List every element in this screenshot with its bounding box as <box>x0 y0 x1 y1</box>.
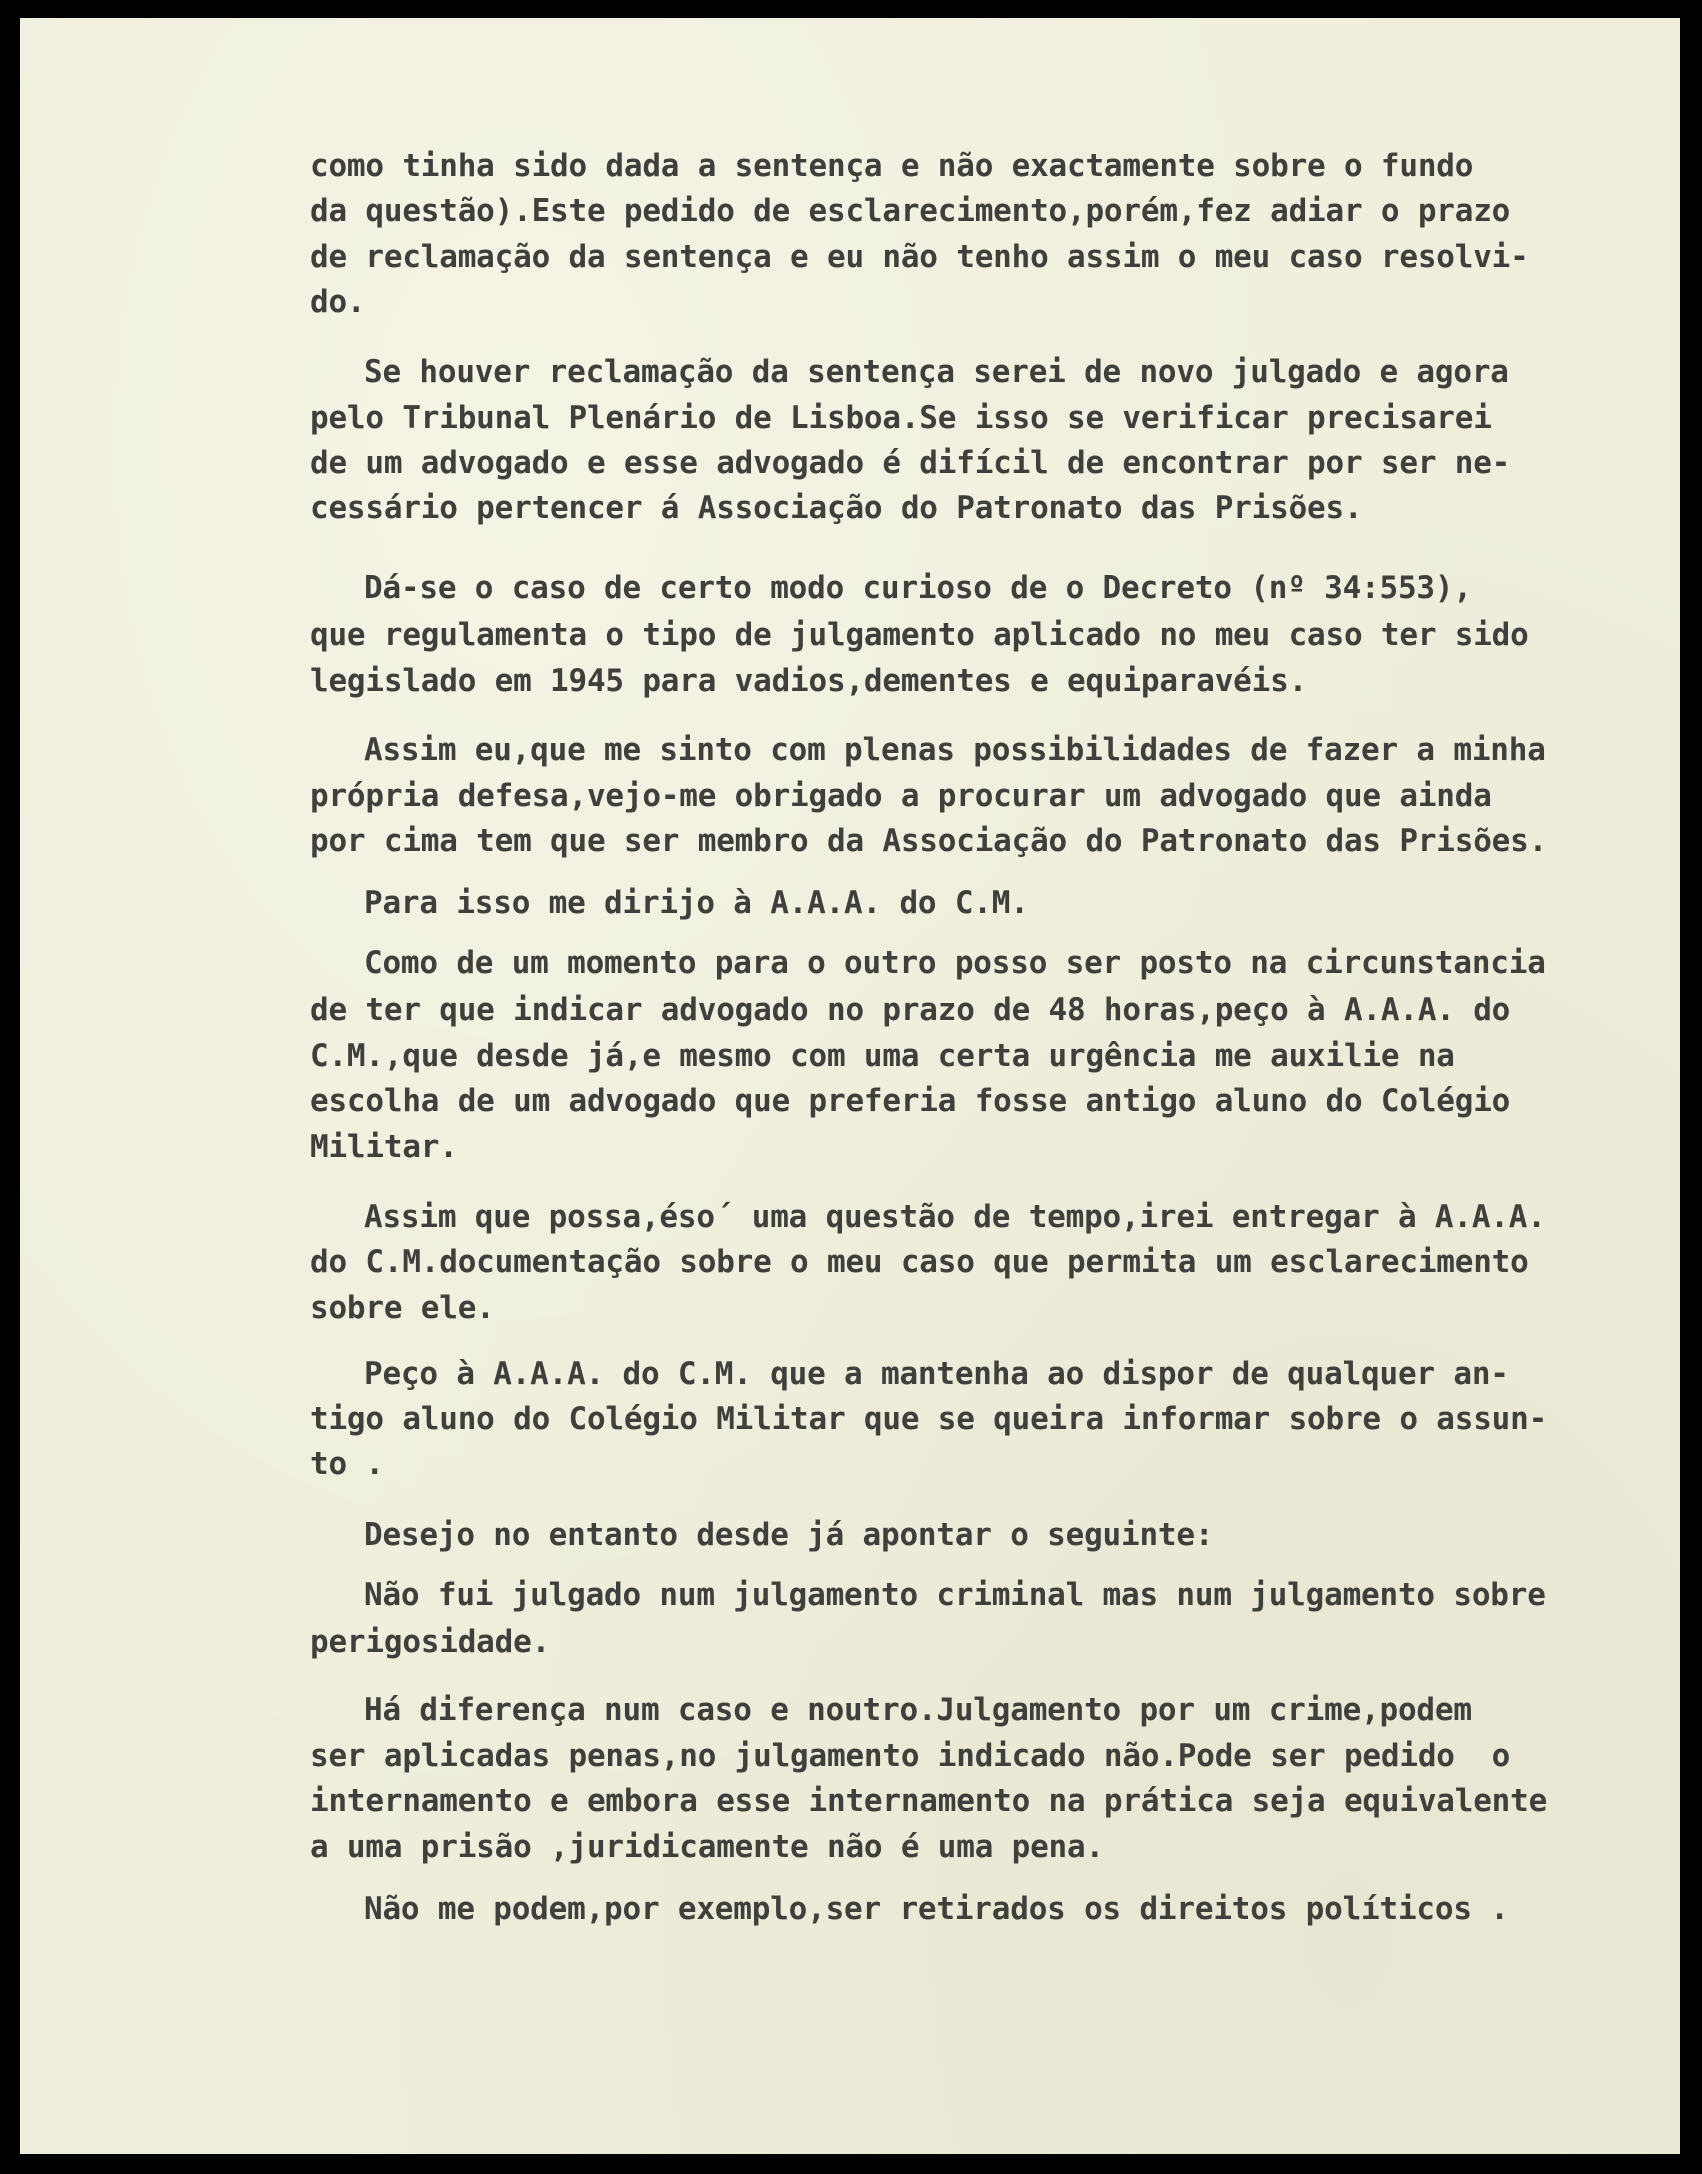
text-line: legislado em 1945 para vadios,dementes e equiparavéis. <box>310 663 1308 699</box>
text-line: internamento e embora esse internamento na prática seja equivalente <box>310 1783 1548 1819</box>
text-line: Se houver reclamação da sentença serei de novo julgado e agora <box>364 354 1509 390</box>
typed-text-body <box>20 18 1680 2154</box>
text-line: da questão).Este pedido de esclarecimento,porém,fez adiar o prazo <box>310 193 1511 229</box>
text-line: ser aplicadas penas,no julgamento indicado não.Pode ser pedido o <box>310 1738 1511 1774</box>
text-line: Dá-se o caso de certo modo curioso de o Decreto (nº 34:553), <box>364 570 1472 606</box>
text-line: que regulamenta o tipo de julgamento aplicado no meu caso ter sido <box>310 617 1529 653</box>
text-line: Militar. <box>310 1129 458 1165</box>
text-line: do C.M.documentação sobre o meu caso que permita um esclarecimento <box>310 1244 1529 1280</box>
text-line: pelo Tribunal Plenário de Lisboa.Se isso se verificar precisarei <box>310 400 1492 436</box>
text-line: perigosidade. <box>310 1624 551 1660</box>
text-line: Não fui julgado num julgamento criminal mas num julgamento sobre <box>364 1577 1546 1613</box>
text-line: a uma prisão ,juridicamente não é uma pena. <box>310 1829 1104 1865</box>
text-line: do. <box>310 284 366 320</box>
text-line: escolha de um advogado que preferia fosse antigo aluno do Colégio <box>310 1083 1511 1119</box>
text-line: to . <box>310 1446 384 1482</box>
text-line: de reclamação da sentença e eu não tenho assim o meu caso resolvi- <box>310 239 1529 275</box>
text-line: Assim que possa,éso´ uma questão de tempo,irei entregar à A.A.A. <box>364 1199 1546 1235</box>
text-line: Como de um momento para o outro posso ser posto na circunstancia <box>364 945 1546 981</box>
text-line: Assim eu,que me sinto com plenas possibilidades de fazer a minha <box>364 732 1546 768</box>
text-line: de um advogado e esse advogado é difícil de encontrar por ser ne- <box>310 445 1511 481</box>
text-line: de ter que indicar advogado no prazo de 48 horas,peço à A.A.A. do <box>310 992 1511 1028</box>
text-line: Para isso me dirijo à A.A.A. do C.M. <box>364 885 1029 921</box>
text-line: tigo aluno do Colégio Militar que se queira informar sobre o assun- <box>310 1401 1548 1437</box>
text-line: como tinha sido dada a sentença e não exactamente sobre o fundo <box>310 148 1474 184</box>
text-line: Não me podem,por exemplo,ser retirados os direitos políticos . <box>364 1891 1509 1927</box>
text-line: sobre ele. <box>310 1290 495 1326</box>
text-line: por cima tem que ser membro da Associação do Patronato das Prisões. <box>310 823 1548 859</box>
text-line: Há diferença num caso e noutro.Julgamento por um crime,podem <box>364 1692 1472 1728</box>
typed-page <box>20 18 1680 2154</box>
text-line: Peço à A.A.A. do C.M. que a mantenha ao dispor de qualquer an- <box>364 1356 1509 1392</box>
text-line: Desejo no entanto desde já apontar o seguinte: <box>364 1517 1214 1553</box>
text-line: C.M.,que desde já,e mesmo com uma certa urgência me auxilie na <box>310 1038 1455 1074</box>
text-line: cessário pertencer á Associação do Patronato das Prisões. <box>310 490 1363 526</box>
text-line: própria defesa,vejo-me obrigado a procurar um advogado que ainda <box>310 778 1492 814</box>
